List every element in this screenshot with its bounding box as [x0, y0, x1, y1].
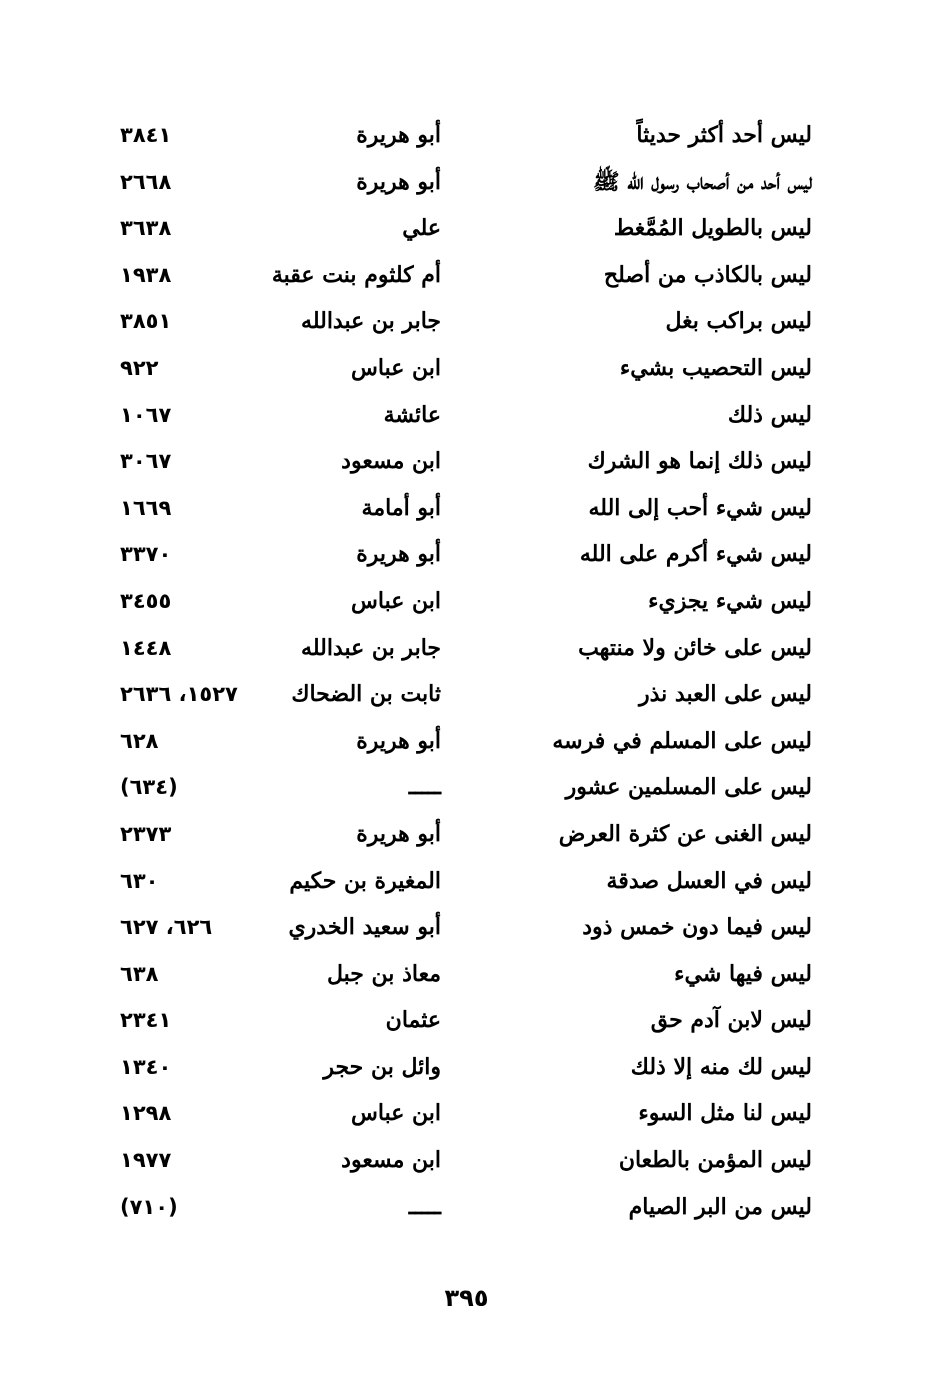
- hadith-text: ليس المؤمن بالطعان: [618, 1147, 812, 1174]
- hadith-text: ليس أحد من أصحاب رسول الله ﷺ: [592, 168, 812, 195]
- narrator-name: أبو هريرة: [356, 820, 441, 847]
- index-row: [0, 718, 933, 765]
- reference-number: ١٩٣٨: [120, 262, 172, 287]
- hadith-text: ليس فيما دون خمس ذود: [582, 914, 812, 941]
- reference-number: ٣٨٤١: [120, 123, 172, 147]
- reference-number: (٦٣٤): [120, 775, 178, 800]
- narrator-name: ـــــ: [408, 1193, 441, 1220]
- narrator-name: علي: [402, 215, 441, 242]
- index-row: [0, 578, 933, 625]
- narrator-name: ابن عباس: [351, 354, 441, 381]
- narrator-name: معاذ بن جبل: [327, 960, 441, 987]
- hadith-text: ليس على المسلمين عشور: [565, 774, 812, 801]
- index-row: [0, 764, 933, 811]
- narrator-name: أبو هريرة: [356, 168, 441, 195]
- index-row: [0, 531, 933, 578]
- narrator-name: وائل بن حجر: [323, 1053, 441, 1080]
- hadith-text: ليس على خائن ولا منتهب: [578, 634, 812, 661]
- narrator-name: جابر بن عبدالله: [301, 634, 441, 661]
- narrator-name: أبو هريرة: [356, 727, 441, 754]
- reference-number: ٦٢٦، ٦٢٧: [120, 915, 213, 940]
- reference-number: ٣٣٧٠: [120, 542, 172, 567]
- index-row: [0, 392, 933, 439]
- page-number: ٣٩٥: [444, 1284, 489, 1312]
- index-row: [0, 997, 933, 1044]
- reference-number: ١٠٦٧: [120, 402, 172, 427]
- hadith-text: ليس أحد أكثر حديثاً: [636, 122, 812, 148]
- index-row: [0, 1137, 933, 1184]
- reference-number: ١٥٢٧، ٢٦٣٦: [120, 682, 238, 707]
- hadith-text: ليس على العبد نذر: [638, 681, 812, 708]
- narrator-name: ابن مسعود: [341, 1147, 441, 1174]
- index-row: [0, 811, 933, 858]
- hadith-text: ليس لنا مثل السوء: [638, 1100, 812, 1127]
- hadith-text: ليس بالطويل المُمَّغط: [613, 215, 812, 242]
- index-row: [0, 671, 933, 718]
- narrator-name: جابر بن عبدالله: [301, 308, 441, 335]
- narrator-name: أبو هريرة: [356, 122, 441, 148]
- index-row: [0, 1184, 933, 1231]
- reference-number: ١٢٩٨: [120, 1101, 172, 1126]
- index-row: [0, 625, 933, 672]
- reference-number: ٣٨٥١: [120, 309, 172, 334]
- hadith-text: ليس ذلك إنما هو الشرك: [587, 448, 812, 475]
- hadith-text: ليس شيء يجزيء: [648, 587, 812, 614]
- hadith-text: ليس على المسلم في فرسه: [552, 727, 812, 754]
- reference-number: ٢٦٦٨: [120, 169, 172, 194]
- reference-number: ٩٢٢: [120, 355, 159, 380]
- index-row: [0, 858, 933, 905]
- index-row: [0, 438, 933, 485]
- narrator-name: أم كلثوم بنت عقبة: [271, 261, 441, 288]
- narrator-name: أبو أمامة: [361, 494, 441, 521]
- reference-number: ١٦٦٩: [120, 495, 172, 520]
- hadith-text: ليس لك منه إلا ذلك: [630, 1053, 812, 1080]
- hadith-text: ليس بالكاذب من أصلح: [603, 261, 812, 288]
- index-row: [0, 485, 933, 532]
- index-row: [0, 1090, 933, 1137]
- narrator-name: أبو سعيد الخدري: [288, 914, 441, 941]
- reference-number: ١٣٤٠: [120, 1054, 172, 1079]
- reference-number: ١٩٧٧: [120, 1148, 172, 1173]
- hadith-text: ليس ذلك: [727, 401, 812, 428]
- narrator-name: ابن عباس: [351, 587, 441, 614]
- index-row: [0, 205, 933, 252]
- index-row: [0, 159, 933, 206]
- narrator-name: أبو هريرة: [356, 541, 441, 568]
- reference-number: ٣٤٥٥: [120, 588, 172, 613]
- hadith-text: ليس لابن آدم حق: [650, 1007, 812, 1034]
- index-row: [0, 904, 933, 951]
- hadith-text: ليس براكب بغل: [665, 308, 812, 335]
- reference-number: ٦٢٨: [120, 728, 159, 753]
- hadith-text: ليس الغنى عن كثرة العرض: [558, 820, 812, 847]
- hadith-text: ليس من البر الصيام: [628, 1193, 812, 1220]
- index-row: [0, 112, 933, 159]
- hadith-text: ليس شيء أكرم على الله: [579, 541, 812, 568]
- reference-number: ٦٣٠: [120, 868, 159, 893]
- index-row: [0, 1044, 933, 1091]
- reference-number: ٢٣٤١: [120, 1008, 172, 1033]
- hadith-text: ليس في العسل صدقة: [606, 867, 812, 894]
- index-row: [0, 951, 933, 998]
- narrator-name: ـــــ: [408, 774, 441, 801]
- narrator-name: عثمان: [385, 1007, 441, 1034]
- hadith-index-table: [0, 112, 933, 1230]
- reference-number: (٧١٠): [120, 1194, 178, 1219]
- narrator-name: ابن عباس: [351, 1100, 441, 1127]
- index-row: [0, 252, 933, 299]
- reference-number: ٦٣٨: [120, 961, 159, 986]
- reference-number: ٣٦٣٨: [120, 216, 172, 241]
- narrator-name: المغيرة بن حكيم: [289, 867, 441, 894]
- reference-number: ٣٠٦٧: [120, 449, 172, 474]
- reference-number: ١٤٤٨: [120, 635, 172, 660]
- reference-number: ٢٣٧٣: [120, 821, 172, 846]
- hadith-text: ليس فيها شيء: [674, 960, 812, 987]
- hadith-text: ليس شيء أحب إلى الله: [588, 494, 812, 521]
- narrator-name: ثابت بن الضحاك: [291, 681, 441, 708]
- narrator-name: ابن مسعود: [341, 448, 441, 475]
- index-row: [0, 345, 933, 392]
- narrator-name: عائشة: [383, 401, 441, 428]
- hadith-text: ليس التحصيب بشيء: [619, 354, 812, 381]
- index-row: [0, 298, 933, 345]
